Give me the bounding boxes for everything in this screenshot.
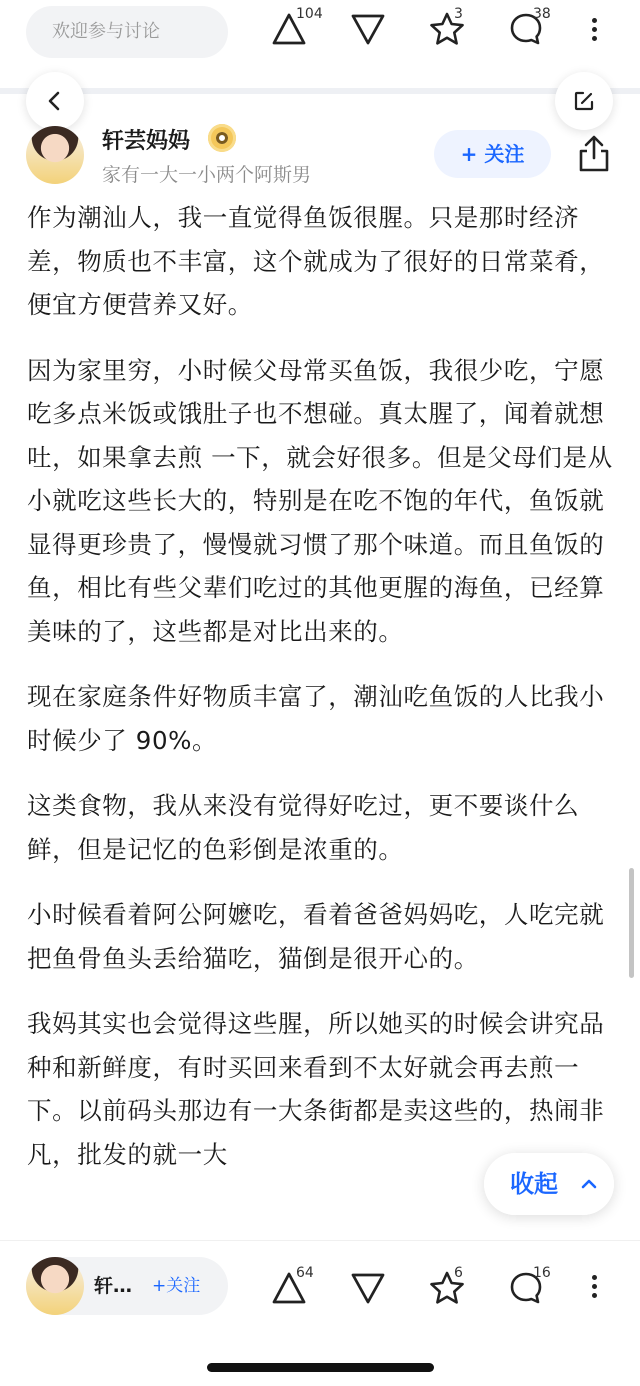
comment-count: 38 <box>533 6 551 22</box>
comment-count: 16 <box>533 1265 551 1281</box>
follow-button[interactable]: + 关注 <box>434 130 551 178</box>
back-button[interactable] <box>26 72 84 130</box>
author-pill[interactable] <box>26 1257 228 1315</box>
avatar[interactable] <box>26 1257 84 1315</box>
downvote-button[interactable] <box>349 10 389 54</box>
paragraph: 小时候看着阿公阿嬷吃，看着爸爸妈妈吃，人吃完就把鱼骨鱼头丢给猫吃，猫倒是很开心的。 <box>27 900 605 973</box>
comment-button[interactable] <box>507 1265 551 1313</box>
scrollbar[interactable] <box>629 868 634 978</box>
collapse-label: 收起 <box>510 1170 558 1198</box>
share-button[interactable] <box>576 134 612 174</box>
follow-button[interactable]: +关注 <box>152 1276 201 1296</box>
more-icon[interactable] <box>584 1271 604 1305</box>
collapse-button[interactable] <box>484 1153 614 1215</box>
favorite-button[interactable] <box>428 1265 468 1313</box>
comment-button[interactable] <box>507 6 551 54</box>
upvote-count: 104 <box>296 6 323 22</box>
avatar[interactable] <box>26 126 84 184</box>
bottom-action-bar <box>0 1240 640 1386</box>
chevron-up-icon <box>580 1175 598 1193</box>
downvote-button[interactable] <box>349 1269 389 1313</box>
favorite-count: 6 <box>454 1265 463 1281</box>
author-name[interactable]: 轩芸妈妈 <box>102 129 191 154</box>
share-icon <box>576 134 612 174</box>
favorite-button[interactable] <box>428 6 468 54</box>
author-short-name: 轩… <box>94 1275 133 1297</box>
home-indicator[interactable] <box>207 1363 434 1372</box>
comment-input[interactable]: 欢迎参与讨论 <box>26 6 228 58</box>
paragraph: 我妈其实也会觉得这些腥，所以她买的时候会讲究品种和新鲜度，有时买回来看到不太好就会再去煎一下。以前码头那边有一大条街都是卖这些的，热闹非凡，批发的就一大 <box>27 1009 605 1169</box>
paragraph: 现在家庭条件好物质丰富了，潮汕吃鱼饭的人比我小时候少了 90%。 <box>27 682 605 755</box>
edit-button[interactable] <box>555 72 613 130</box>
answer-content <box>27 196 613 1240</box>
verified-badge-icon <box>208 124 236 152</box>
back-icon <box>43 89 67 113</box>
favorite-count: 3 <box>454 6 463 22</box>
paragraph: 因为家里穷，小时候父母常买鱼饭，我很少吃，宁愿吃多点米饭或饿肚子也不想碰。真太腥了，闻着就想吐，如果拿去煎 一下，就会好很多。但是父母们是从小就吃这些长大的，特别是在吃不饱的年代，鱼饭就显得更珍贵了，慢慢就习惯了那个味道。而且鱼饭的鱼，相比有些父辈们吃过的其他更腥的海鱼，已经算美味的了，这些都是对比出来的。 <box>27 355 613 646</box>
paragraph: 这类食物，我从来没有觉得好吃过，更不要谈什么鲜，但是记忆的色彩倒是浓重的。 <box>27 791 580 864</box>
more-icon[interactable] <box>584 14 604 48</box>
top-action-bar <box>0 0 640 64</box>
author-bio: 家有一大一小两个阿斯男 <box>102 164 312 186</box>
downvote-icon <box>349 1269 387 1307</box>
paragraph: 作为潮汕人，我一直觉得鱼饭很腥。只是那时经济差，物质也不丰富，这个就成为了很好的日常菜肴，便宜方便营养又好。 <box>27 203 605 319</box>
downvote-icon <box>349 10 387 48</box>
upvote-count: 64 <box>296 1265 314 1281</box>
edit-icon <box>572 89 596 113</box>
divider <box>0 88 640 94</box>
upvote-button[interactable] <box>270 6 323 54</box>
upvote-button[interactable] <box>270 1265 314 1313</box>
